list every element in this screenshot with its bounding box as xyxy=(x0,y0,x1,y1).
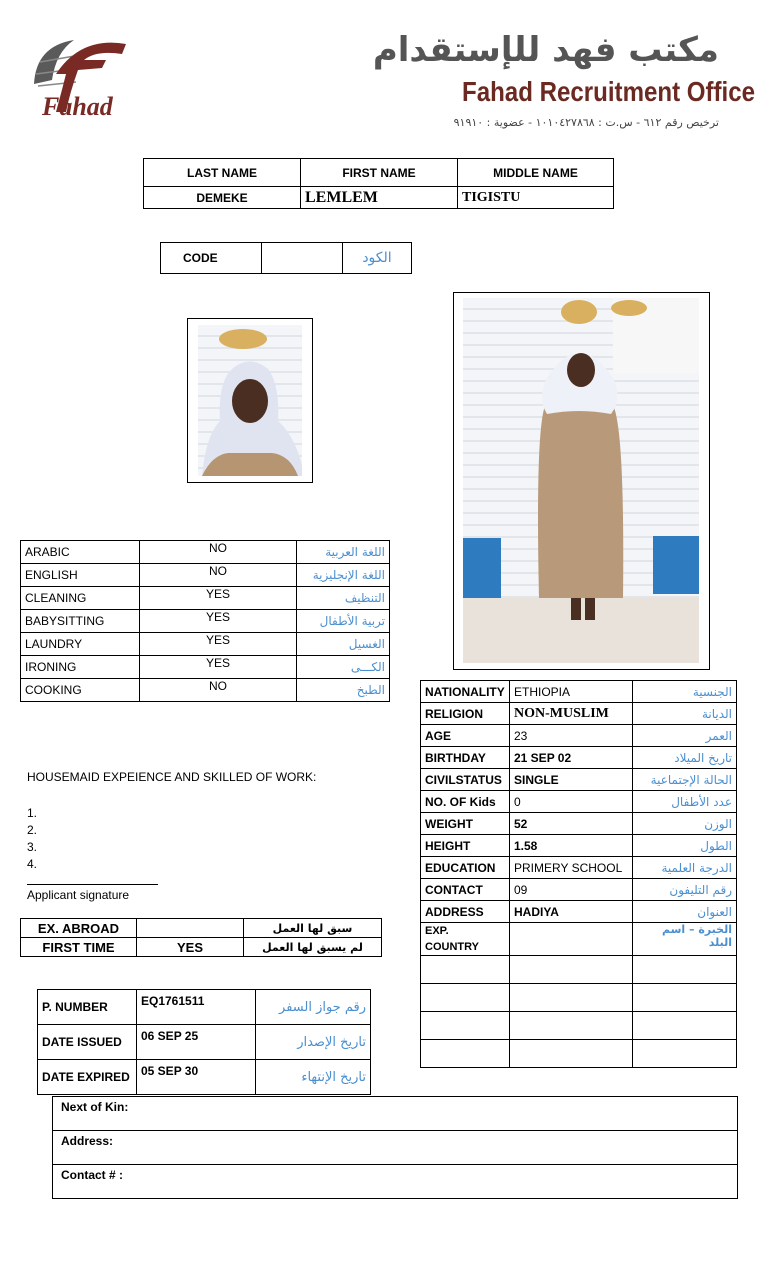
experience-heading: HOUSEMAID EXPEIENCE AND SKILLED OF WORK: xyxy=(27,770,317,784)
exp-country-arabic: الخبرة – اسم البلد xyxy=(633,923,737,956)
signature-line xyxy=(27,884,158,885)
passport-field-arabic: تاريخ الإصدار xyxy=(256,1025,371,1060)
detail-value: ETHIOPIA xyxy=(510,681,633,703)
skill-name-arabic: تربية الأطفال xyxy=(297,610,390,633)
passport-field-label: DATE ISSUED xyxy=(38,1025,137,1060)
details-table xyxy=(420,680,737,1068)
detail-label: AGE xyxy=(421,725,510,747)
detail-value: 21 SEP 02 xyxy=(510,747,633,769)
empty-cell xyxy=(510,1012,633,1040)
skill-name: BABYSITTING xyxy=(21,610,140,633)
passport-field-label: P. NUMBER xyxy=(38,990,137,1025)
empty-cell xyxy=(510,984,633,1012)
detail-value: PRIMERY SCHOOL xyxy=(510,857,633,879)
skill-name-arabic: التنظيف xyxy=(297,587,390,610)
detail-label: BIRTHDAY xyxy=(421,747,510,769)
detail-label: EDUCATION xyxy=(421,857,510,879)
skill-name: LAUNDRY xyxy=(21,633,140,656)
first-time-value: YES xyxy=(137,938,244,957)
experience-item: 2. xyxy=(27,823,38,837)
abroad-table xyxy=(20,918,382,957)
empty-cell xyxy=(633,1012,737,1040)
passport-field-value: 05 SEP 30 xyxy=(137,1060,256,1095)
first-time-arabic: لم يسبق لها العمل xyxy=(244,938,382,957)
signature-label: Applicant signature xyxy=(27,888,130,902)
skill-name: IRONING xyxy=(21,656,140,679)
detail-label-arabic: الديانة xyxy=(633,703,737,725)
code-table xyxy=(160,242,412,274)
empty-cell xyxy=(421,984,510,1012)
skill-name-arabic: اللغة الإنجليزية xyxy=(297,564,390,587)
detail-label-arabic: الحالة الإجتماعية xyxy=(633,769,737,791)
detail-row xyxy=(421,835,737,857)
detail-label-arabic: الطول xyxy=(633,835,737,857)
skill-row xyxy=(21,541,390,564)
detail-row xyxy=(421,769,737,791)
skill-value: YES xyxy=(140,656,297,679)
kin-table xyxy=(52,1096,738,1199)
detail-label-arabic: الوزن xyxy=(633,813,737,835)
first-name-header: FIRST NAME xyxy=(301,159,458,187)
passport-table xyxy=(37,989,371,1095)
skill-value: NO xyxy=(140,541,297,564)
middle-name-value: TIGISTU xyxy=(458,187,614,209)
country-label: COUNTRY xyxy=(425,941,479,953)
experience-item: 3. xyxy=(27,840,38,854)
detail-row xyxy=(421,725,737,747)
middle-name-header: MIDDLE NAME xyxy=(458,159,614,187)
experience-item: 4. xyxy=(27,857,38,871)
detail-value: 52 xyxy=(510,813,633,835)
detail-value: NON-MUSLIM xyxy=(510,703,633,725)
skill-name: COOKING xyxy=(21,679,140,702)
detail-row xyxy=(421,857,737,879)
skill-row xyxy=(21,587,390,610)
skill-name-arabic: الغسيل xyxy=(297,633,390,656)
detail-label-arabic: تاريخ الميلاد xyxy=(633,747,737,769)
passport-row xyxy=(38,1060,371,1095)
skill-row xyxy=(21,564,390,587)
office-name-english: Fahad Recruitment Office xyxy=(462,76,756,107)
detail-value: 23 xyxy=(510,725,633,747)
kin-contact-label: Contact # : xyxy=(53,1165,738,1199)
exp-country-row xyxy=(421,923,737,956)
detail-value: SINGLE xyxy=(510,769,633,791)
detail-value: HADIYA xyxy=(510,901,633,923)
skill-row xyxy=(21,656,390,679)
empty-detail-row xyxy=(421,1040,737,1068)
experience-item: 1. xyxy=(27,806,38,820)
empty-cell xyxy=(421,956,510,984)
detail-row xyxy=(421,813,737,835)
skill-name: ARABIC xyxy=(21,541,140,564)
passport-field-arabic: رقم جواز السفر xyxy=(256,990,371,1025)
passport-field-value: EQ1761511 xyxy=(137,990,256,1025)
last-name-value: DEMEKE xyxy=(144,187,301,209)
detail-label: RELIGION xyxy=(421,703,510,725)
detail-value: 1.58 xyxy=(510,835,633,857)
name-table xyxy=(143,158,614,209)
first-time-label: FIRST TIME xyxy=(21,938,137,957)
license-info: ترخيص رقم ٦١٢ - س.ت : ١٠١٠٤٢٧٨٦٨ - عضوية : ٩١٩١٠ xyxy=(453,116,719,129)
passport-row xyxy=(38,990,371,1025)
empty-detail-row xyxy=(421,984,737,1012)
detail-value: 09 xyxy=(510,879,633,901)
skill-name-arabic: الطبخ xyxy=(297,679,390,702)
detail-row xyxy=(421,703,737,725)
detail-row xyxy=(421,901,737,923)
empty-cell xyxy=(510,1040,633,1068)
skill-name-arabic: اللغة العربية xyxy=(297,541,390,564)
detail-label-arabic: عدد الأطفال xyxy=(633,791,737,813)
skill-row xyxy=(21,610,390,633)
empty-detail-row xyxy=(421,956,737,984)
detail-label: CONTACT xyxy=(421,879,510,901)
detail-label: HEIGHT xyxy=(421,835,510,857)
fahad-logo xyxy=(26,34,136,124)
empty-cell xyxy=(510,956,633,984)
full-body-photo xyxy=(453,292,710,670)
skill-name: ENGLISH xyxy=(21,564,140,587)
detail-label: WEIGHT xyxy=(421,813,510,835)
detail-label-arabic: الدرجة العلمية xyxy=(633,857,737,879)
detail-row xyxy=(421,747,737,769)
skill-value: NO xyxy=(140,679,297,702)
detail-value: 0 xyxy=(510,791,633,813)
skills-table xyxy=(20,540,390,702)
detail-label-arabic: الجنسية xyxy=(633,681,737,703)
exp-country-value xyxy=(510,923,633,956)
passport-row xyxy=(38,1025,371,1060)
detail-row xyxy=(421,879,737,901)
detail-row xyxy=(421,791,737,813)
skill-value: NO xyxy=(140,564,297,587)
detail-label-arabic: العنوان xyxy=(633,901,737,923)
exp-label: EXP. xyxy=(425,925,449,937)
empty-cell xyxy=(633,984,737,1012)
passport-field-arabic: تاريخ الإنتهاء xyxy=(256,1060,371,1095)
skill-name-arabic: الكـــى xyxy=(297,656,390,679)
detail-label: NO. OF Kids xyxy=(421,791,510,813)
skill-name: CLEANING xyxy=(21,587,140,610)
exp-country-label xyxy=(421,923,510,956)
skill-row xyxy=(21,679,390,702)
passport-field-label: DATE EXPIRED xyxy=(38,1060,137,1095)
skill-row xyxy=(21,633,390,656)
experience-list xyxy=(27,805,37,873)
detail-label: ADDRESS xyxy=(421,901,510,923)
first-name-value: LEMLEM xyxy=(301,187,458,209)
ex-abroad-value xyxy=(137,919,244,938)
ex-abroad-arabic: سبق لها العمل xyxy=(244,919,382,938)
ex-abroad-label: EX. ABROAD xyxy=(21,919,137,938)
next-of-kin-label: Next of Kin: xyxy=(53,1097,738,1131)
empty-cell xyxy=(633,1040,737,1068)
detail-label: NATIONALITY xyxy=(421,681,510,703)
detail-label-arabic: رقم التليفون xyxy=(633,879,737,901)
passport-field-value: 06 SEP 25 xyxy=(137,1025,256,1060)
code-value xyxy=(262,243,343,274)
skill-value: YES xyxy=(140,587,297,610)
logo-wordmark: Fahad xyxy=(42,92,113,121)
code-label-arabic: الكود xyxy=(343,243,412,274)
headshot-photo xyxy=(187,318,313,483)
detail-label: CIVILSTATUS xyxy=(421,769,510,791)
code-label: CODE xyxy=(161,243,262,274)
kin-address-label: Address: xyxy=(53,1131,738,1165)
last-name-header: LAST NAME xyxy=(144,159,301,187)
empty-detail-row xyxy=(421,1012,737,1040)
detail-label-arabic: العمر xyxy=(633,725,737,747)
empty-cell xyxy=(421,1040,510,1068)
skill-value: YES xyxy=(140,633,297,656)
empty-cell xyxy=(421,1012,510,1040)
detail-row xyxy=(421,681,737,703)
empty-cell xyxy=(633,956,737,984)
skill-value: YES xyxy=(140,610,297,633)
office-name-arabic: مكتب فهد للإستقدام xyxy=(372,30,719,70)
